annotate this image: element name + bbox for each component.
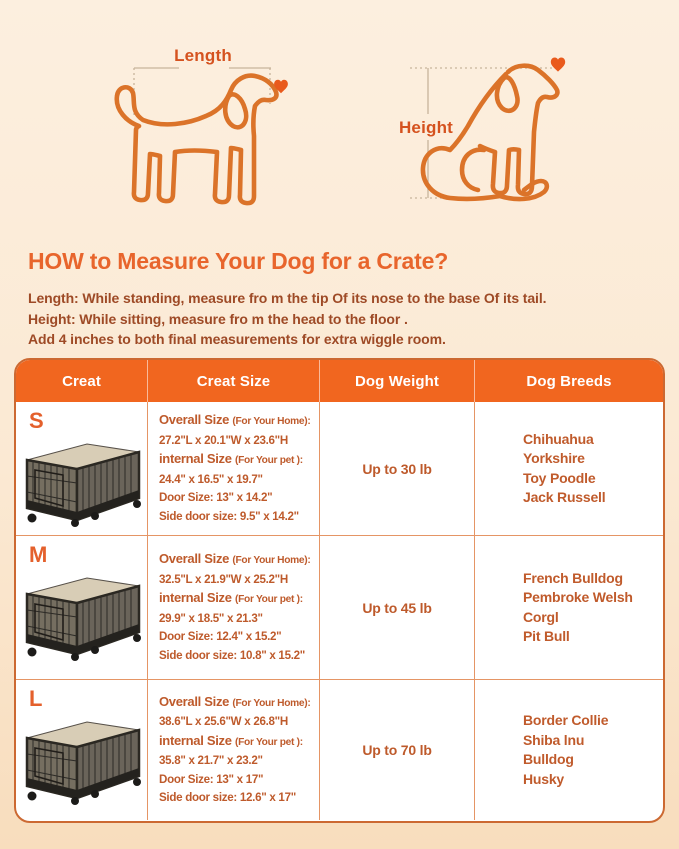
header-dog-breeds: Dog Breeds — [526, 372, 612, 390]
heart-icon — [551, 58, 565, 72]
dog-crate-photo — [19, 435, 145, 529]
breed: Yorkshire — [523, 450, 585, 466]
breed: Border Collie — [523, 712, 609, 728]
dog-breeds-cell — [475, 402, 663, 535]
spec-internal-label: internal Size (For Your pet ): — [159, 732, 303, 748]
spec-overall-value: 27.2"L x 20.1"W x 23.6"H — [159, 433, 288, 447]
breed: Jack Russell — [523, 489, 606, 505]
breed: Pembroke Welsh — [523, 589, 633, 605]
table-row-s — [16, 402, 663, 535]
header-dog-weight: Dog Weight — [320, 360, 475, 402]
size-letter: M — [29, 542, 48, 567]
spec-internal-label: internal Size (For Your pet ): — [159, 451, 303, 466]
intro-line-height: Height: While sitting, measure fro m the head to the floor . — [28, 310, 408, 327]
size-letter: S — [29, 408, 44, 433]
spec-side-door-size: Side door size: 9.5" x 14.2" — [159, 509, 299, 523]
dog-crate-photo — [19, 713, 145, 807]
breed: French Bulldog — [523, 569, 623, 586]
dog-weight-cell: Up to 30 lb — [320, 402, 475, 535]
breed: Bulldog — [523, 751, 574, 767]
breed: Toy Poodle — [523, 469, 596, 486]
spec-internal-value: 35.8" x 21.7" x 23.2" — [159, 754, 263, 767]
spec-door-size: Door Size: 12.4" x 15.2" — [159, 630, 282, 643]
crate-cell — [16, 536, 148, 679]
crate-size-cell — [148, 680, 320, 820]
table-row-m — [16, 535, 663, 679]
crate-size-table — [14, 358, 665, 823]
breed: Corgl — [523, 608, 559, 625]
breed: Shiba lnu — [523, 731, 585, 748]
dog-crate-photo — [19, 569, 145, 663]
size-letter: L — [29, 686, 43, 711]
spec-door-size: Door Size: 13" x 14.2" — [159, 491, 273, 504]
crate-cell — [16, 680, 148, 820]
crate-size-cell — [148, 536, 320, 679]
spec-internal-value: 24.4" x 16.5" x 19.7" — [159, 472, 263, 486]
crate-cell — [16, 402, 148, 535]
spec-overall-value: 38.6"L x 25.6"W x 26.8"H — [159, 715, 288, 728]
intro-section — [28, 248, 656, 350]
spec-overall-label: Overall Size (For Your Home): — [159, 412, 311, 427]
header-creat: Creat — [16, 360, 148, 402]
table-header-row — [16, 360, 663, 402]
table-row-l — [16, 679, 663, 820]
intro-line-length: Length: While standing, measure fro m the tip Of its nose to the base Of its tail. — [28, 290, 547, 306]
dog-breeds-cell — [475, 536, 663, 679]
dog-weight-cell: Up to 45 lb — [320, 536, 475, 679]
breed: Husky — [523, 770, 565, 787]
spec-internal-value: 29.9" x 18.5" x 21.3" — [159, 611, 263, 625]
spec-side-door-size: Side door size: 12.6" x 17" — [159, 791, 296, 804]
spec-overall-value: 32.5"L x 21.9"W x 25.2"H — [159, 572, 288, 586]
measurement-diagrams — [0, 0, 679, 245]
intro-line-wiggle: Add 4 inches to both final measurements for extra wiggle room. — [28, 331, 446, 347]
dog-weight-cell: Up to 70 lb — [320, 680, 475, 820]
breed: Chihuahua — [523, 430, 594, 447]
spec-door-size: Door Size: 13" x 17" — [159, 772, 264, 786]
spec-overall-label: Overall Size (For Your Home): — [159, 693, 311, 709]
spec-overall-label: Overall Size (For Your Home): — [159, 551, 311, 566]
page-title: HOW to Measure Your Dog for a Crate? — [28, 248, 449, 274]
spec-internal-label: internal Size (For Your pet ): — [159, 590, 303, 605]
breed: Pit Bull — [523, 628, 570, 644]
height-label: Height — [398, 118, 454, 137]
length-label: Length — [174, 46, 232, 65]
crate-size-cell — [148, 402, 320, 535]
header-creat-size: Creat Size — [148, 360, 320, 402]
spec-side-door-size: Side door size: 10.8" x 15.2" — [159, 648, 305, 662]
dog-breeds-cell — [475, 680, 663, 820]
